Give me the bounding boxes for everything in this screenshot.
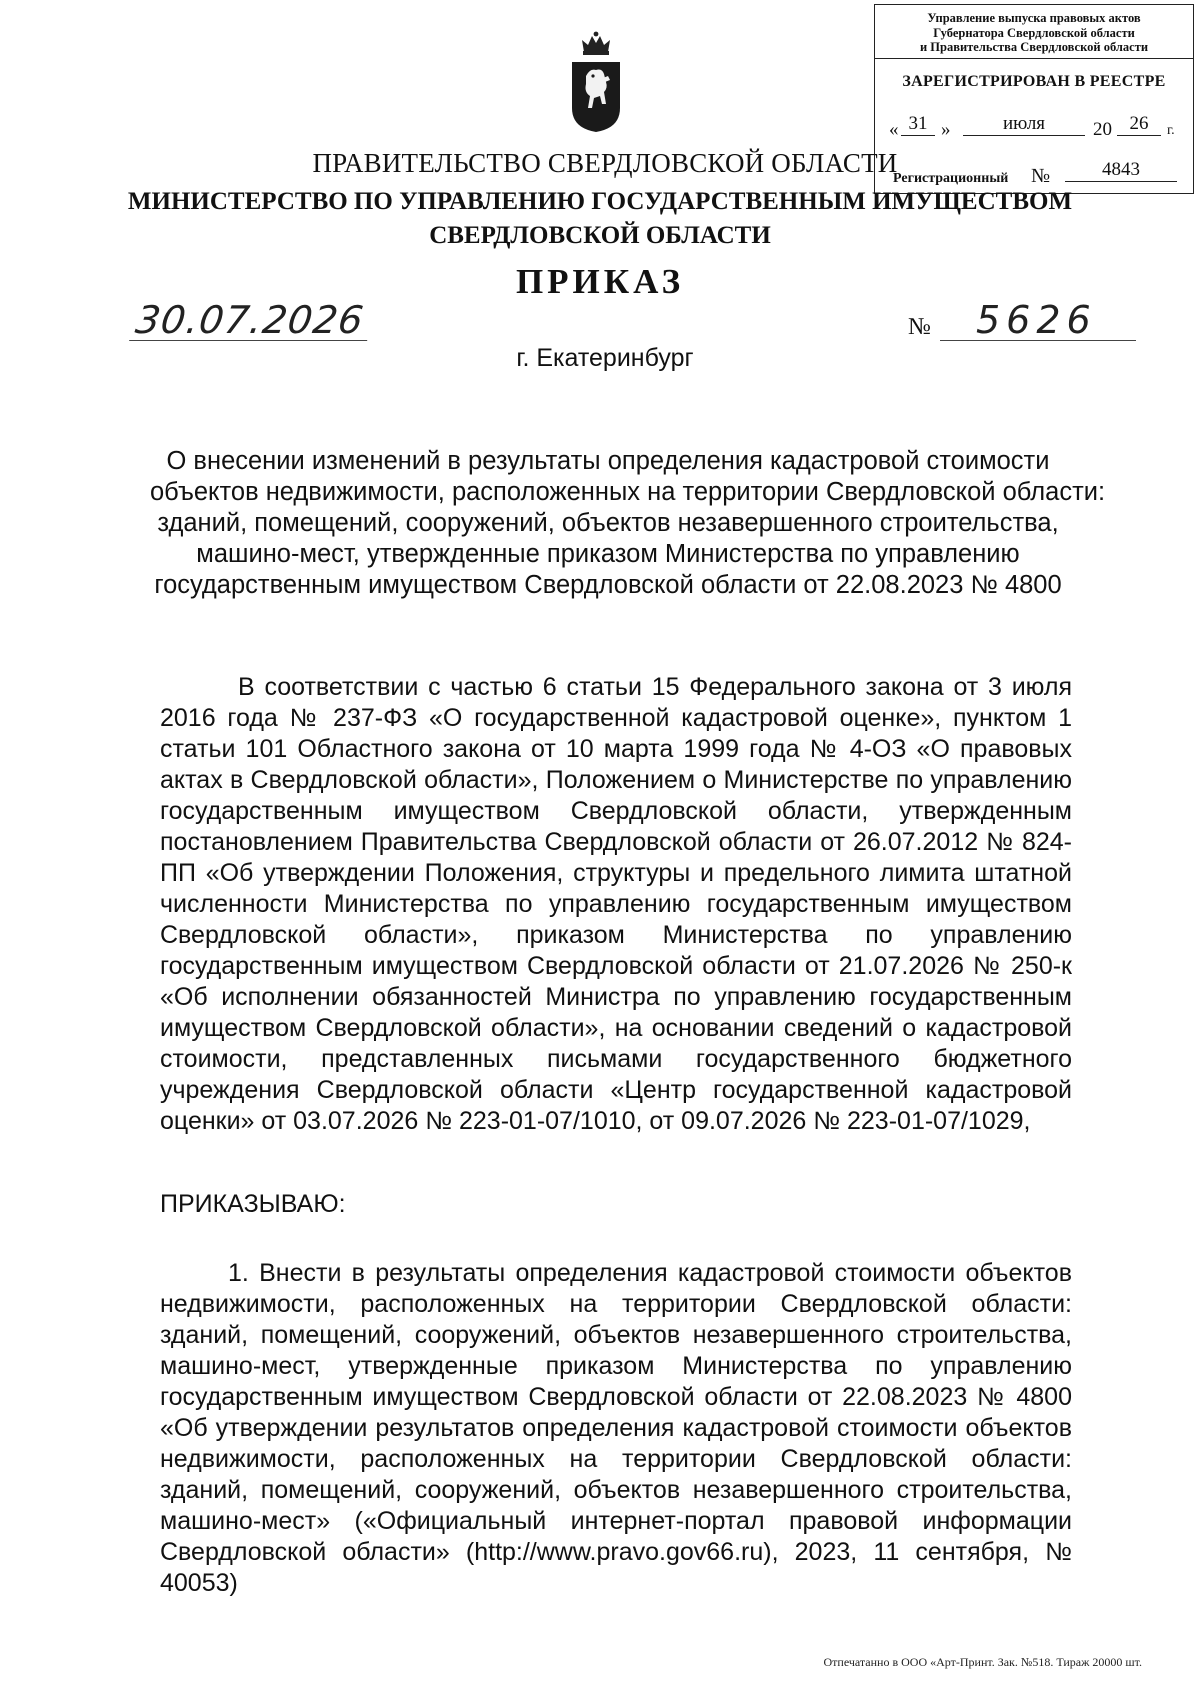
- stamp-year-unit: г.: [1167, 123, 1175, 138]
- quote-open: «: [889, 119, 899, 140]
- stamp-day: 31: [901, 113, 935, 136]
- stamp-year-prefix: 20: [1093, 119, 1112, 140]
- subject-line: объектов недвижимости, расположенных на территории Свердловской области:: [150, 478, 1106, 506]
- stamp-reg-label: Регистрационный: [893, 171, 1009, 186]
- stamp-header-line: Губернатора Свердловской области: [933, 25, 1135, 40]
- subject-line: государственным имуществом Свердловской области от 22.08.2023 № 4800: [154, 571, 1062, 599]
- subject-line: О внесении изменений в результаты определения кадастровой стоимости: [166, 447, 1050, 475]
- stamp-registered-label: ЗАРЕГИСТРИРОВАН В РЕЕСТРЕ: [902, 73, 1166, 90]
- stamp-number-sign: №: [1031, 165, 1051, 187]
- quote-close: »: [941, 119, 951, 140]
- handwritten-date: 30.07.2026: [129, 300, 372, 341]
- stamp-header-line: и Правительства Свердловской области: [919, 40, 1149, 54]
- coat-of-arms-emblem: [568, 30, 624, 134]
- subject-line: машино-мест, утвержденные приказом Министерства по управлению: [196, 540, 1020, 568]
- decree-label: ПРИКАЗЫВАЮ:: [160, 1190, 346, 1218]
- handwritten-number: 5626: [940, 300, 1136, 341]
- stamp-header-line: Управление выпуска правовых актов: [927, 11, 1141, 25]
- order-subject: [150, 446, 1106, 601]
- stamp-reg-number: 4843: [1065, 159, 1177, 182]
- item-1-paragraph: 1. Внести в результаты определения кадастровой стоимости объектов недвижимости, расположенных на территории Свердловской области: зданий, помещений, сооружений, объектов незавершенного строительства, машино-мест, утвержденные приказом Министерства по управлению государственным имуществом Свердловской области от 22.08.2023 № 4800 «Об утверждении результатов определения кадастровой стоимости объектов недвижимости, расположенных на территории Свердловской области: зданий, помещений, сооружений, объектов незавершенного строительства, машино-мест» («Официальный интернет-портал правовой информации Свердловской области» (http://www.pravo.gov66.ru), 2023, 11 сентября, № 40053): [160, 1259, 1072, 1597]
- number-label: №: [908, 314, 931, 340]
- subject-line: зданий, помещений, сооружений, объектов незавершенного строительства,: [157, 509, 1059, 537]
- preamble-paragraph: В соответствии с частью 6 статьи 15 Федерального закона от 3 июля 2016 года № 237-ФЗ «О государственной кадастровой оценке», пунктом 1 статьи 101 Областного закона от 10 марта 1999 года № 4-ОЗ «О правовых актах в Свердловской области», Положением о Министерстве по управлению государственным имуществом Свердловской области, утвержденным постановлением Правительства Свердловской области от 26.07.2012 № 824-ПП «Об утверждении Положения, структуры и предельного лимита штатной численности Министерства по управлению государственным имуществом Свердловской области», приказом Министерства по управлению государственным имуществом Свердловской области от 21.07.2026 № 250-к «Об исполнении обязанностей Министра по управлению государственным имуществом Свердловской области», на основании сведений о кадастровой стоимости, представленных письмами государственного бюджетного учреждения Свердловской области «Центр государственной кадастровой оценки» от 03.07.2026 № 223-01-07/1010, от 09.07.2026 № 223-01-07/1029,: [160, 673, 1072, 1135]
- ministry-title-line2: СВЕРДЛОВСКОЙ ОБЛАСТИ: [429, 222, 771, 249]
- stamp-header: [875, 5, 1193, 59]
- city-label: г. Екатеринбург: [516, 344, 694, 372]
- document-type-title: ПРИКАЗ: [515, 262, 685, 301]
- ministry-title-line1: МИНИСТЕРСТВО ПО УПРАВЛЕНИЮ ГОСУДАРСТВЕННЫМ ИМУЩЕСТВОМ: [127, 188, 1073, 215]
- stamp-date: [889, 113, 1185, 143]
- printer-footer: Отпечатанно в ООО «Арт-Принт. Зак. №518. Тираж 20000 шт.: [823, 1655, 1142, 1669]
- stamp-year-suffix: 26: [1117, 113, 1161, 136]
- government-title: ПРАВИТЕЛЬСТВО СВЕРДЛОВСКОЙ ОБЛАСТИ: [312, 148, 898, 178]
- stamp-month: июля: [963, 113, 1085, 136]
